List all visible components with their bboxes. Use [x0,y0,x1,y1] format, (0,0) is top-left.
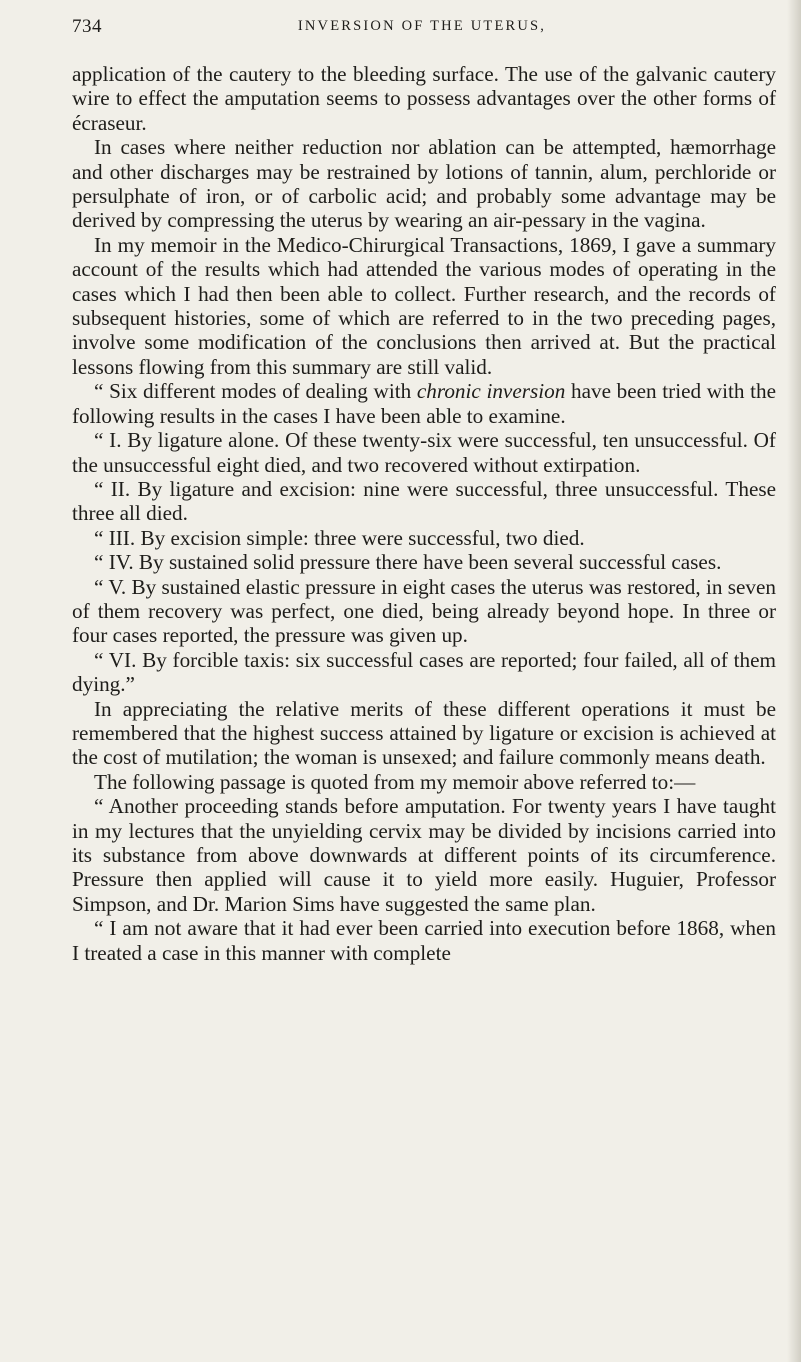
paragraph-excision-simple: “ III. By excision simple: three were successful, two died. [94,525,585,550]
paragraph-cautery: application of the cautery to the bleeding surface. The use of the galvanic cautery wire to effect the amputation seems to possess advantages over the other forms of écraseur. [72,62,776,135]
paragraph-ligature-excision: “ II. By ligature and excision: nine were successful, three unsuccessful. These three all died. [72,476,776,526]
paragraph-ligature: “ I. By ligature alone. Of these twenty-six were successful, ten unsuccessful. Of the unsuccessful eight died, and two recovered without extirpation. [72,428,776,477]
paragraph-not-aware: “ I am not aware that it had ever been carried into execution before 1868, when I treated a case in this manner with complete [72,916,776,965]
paragraph-passage-quoted: The following passage is quoted from my memoir above referred to:— [94,769,696,794]
paragraph-haemorrhage: In cases where neither reduction nor ablation can be attempted, hæmorrhage and other discharges may be restrained by lotions of tannin, alum, perchloride or persulphate of iron, or of carbolic acid; and probably some advantage may be derived by compressing the uterus by wearing an air-pessary in the vagina. [72,135,776,233]
paragraph-forcible-taxis: “ VI. By forcible taxis: six successful cases are reported; four failed, all of them dying.” [72,647,776,697]
running-title: INVERSION OF THE UTERUS, [297,18,547,34]
paragraph-relative-merits: In appreciating the relative merits of these different operations it must be remembered that the highest success attained by ligature or excision is achieved at the cost of mutilation; the woman is unsexed; and failure commonly means death. [72,696,776,770]
paragraph-another-proceeding: “ Another proceeding stands before amputation. For twenty years I have taught in my lectures that the unyielding cervix may be divided by incisions carried into its substance from above downwards at different points of its circumference. Pressure then applied will cause it to yield more easily. Huguier, Professor Simpson, and Dr. Marion Sims have suggested the same plan. [72,794,776,916]
page-number: 734 [72,16,102,37]
emphasis-chronic-inversion: chronic inversion [416,379,566,404]
paragraph-six-modes: “ Six different modes of dealing with chronic inversion have been tried with the following results in the cases I have been able to examine. [72,379,776,428]
paragraph-solid-pressure: “ IV. By sustained solid pressure there have been several successful cases. [94,550,722,575]
paragraph-elastic-pressure: “ V. By sustained elastic pressure in eight cases the uterus was restored, in seven of them recovery was perfect, one died, being already beyond hope. In three or four cases reported, the pressure was given up. [72,574,776,648]
body-text [72,62,776,965]
page-edge-shadow [787,0,801,1362]
running-head [72,16,772,38]
paragraph-memoir: In my memoir in the Medico-Chirurgical Transactions, 1869, I gave a summary account of the results which had attended the various modes of operating in the cases which I had then been able to collect. Further research, and the records of subsequent histories, some of which are referred to in the two preceding pages, involve some modification of the conclusions then arrived at. But the practical lessons flowing from this summary are still valid. [72,232,776,379]
